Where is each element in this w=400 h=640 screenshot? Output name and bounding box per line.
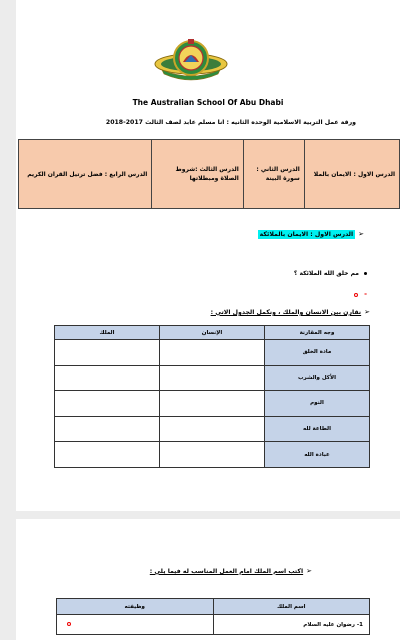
table-row (55, 442, 370, 468)
dash-bullet-icon: - (364, 290, 367, 298)
table-row (55, 340, 370, 366)
match-instruction-text: اكتب اسم الملك امام العمل المناسب له فيما يلي : (149, 568, 304, 575)
arrow-bullet-icon: ➢ (364, 308, 370, 316)
comparison-table (54, 325, 370, 468)
answer-cell[interactable] (55, 365, 160, 391)
answer-cell[interactable] (55, 442, 160, 468)
lesson-one-heading-text: الدرس الاول : الايمان بالملائكة (259, 231, 354, 238)
worksheet-page-2 (16, 519, 400, 640)
angel-job-cell[interactable] (57, 615, 214, 635)
lesson-3: الدرس الثالث :شروط الصلاة ومبطلاتها (152, 140, 243, 209)
header-angel-name: اسم الملك (213, 599, 370, 615)
school-name: The Australian School Of Abu Dhabi (132, 98, 284, 107)
answer-cell[interactable] (160, 442, 265, 468)
compare-instruction (211, 308, 370, 316)
question-line (294, 270, 367, 277)
row-label: الأكل والشرب (265, 365, 370, 391)
angels-header-row (57, 599, 370, 615)
row-label: النوم (265, 391, 370, 417)
arrow-bullet-icon: ➢ (306, 567, 312, 575)
answer-line (354, 290, 367, 298)
lesson-2: الدرس الثاني : سورة البينة (243, 140, 304, 209)
compare-instruction-text: نقارن بين الانسان والملك ، ونكمل الجدول الاتي : (210, 309, 362, 316)
table-row (55, 416, 370, 442)
angels-table (56, 598, 370, 635)
header-human: الإنسان (160, 326, 265, 340)
school-logo (152, 36, 230, 88)
answer-cell[interactable] (160, 391, 265, 417)
header-comparison-aspect: وجه المقارنة (265, 326, 370, 340)
worksheet-title: ورقة عمل التربية الاسلامية الوحده الثانيه : انا مسلم عابد لصف الثالث 2017-2018 (105, 119, 356, 126)
lesson-4: الدرس الرابع : فضل ترتيل القران الكريم (19, 140, 152, 209)
answer-cell[interactable] (160, 416, 265, 442)
lesson-one-heading (258, 230, 364, 238)
answer-cell[interactable] (55, 416, 160, 442)
header-angel-job: وظيفته (57, 599, 214, 615)
answer-cell[interactable] (160, 365, 265, 391)
table-row (55, 391, 370, 417)
worksheet-page-1 (16, 0, 400, 511)
row-label: مادة الخلق (265, 340, 370, 366)
answer-circle-icon (354, 293, 358, 297)
row-label: الطاعة لله (265, 416, 370, 442)
angel-name-cell: 1- رضوان عليه السلام (213, 615, 370, 635)
question-text: مم خلق الله الملائكة ؟ (293, 270, 359, 277)
lesson-1: الدرس الاول : الايمان بالملا (304, 140, 399, 209)
answer-cell[interactable] (55, 391, 160, 417)
answer-cell[interactable] (160, 340, 265, 366)
arrow-bullet-icon: ➢ (358, 230, 364, 238)
bullet-dot-icon (364, 272, 367, 275)
header-angel: الملك (55, 326, 160, 340)
table-row (55, 365, 370, 391)
answer-cell[interactable] (55, 340, 160, 366)
row-label: عبادة الله (265, 442, 370, 468)
comparison-header-row (55, 326, 370, 340)
table-row (57, 615, 370, 635)
answer-circle-icon (67, 622, 71, 626)
match-instruction (150, 567, 312, 575)
lessons-table (18, 139, 400, 209)
